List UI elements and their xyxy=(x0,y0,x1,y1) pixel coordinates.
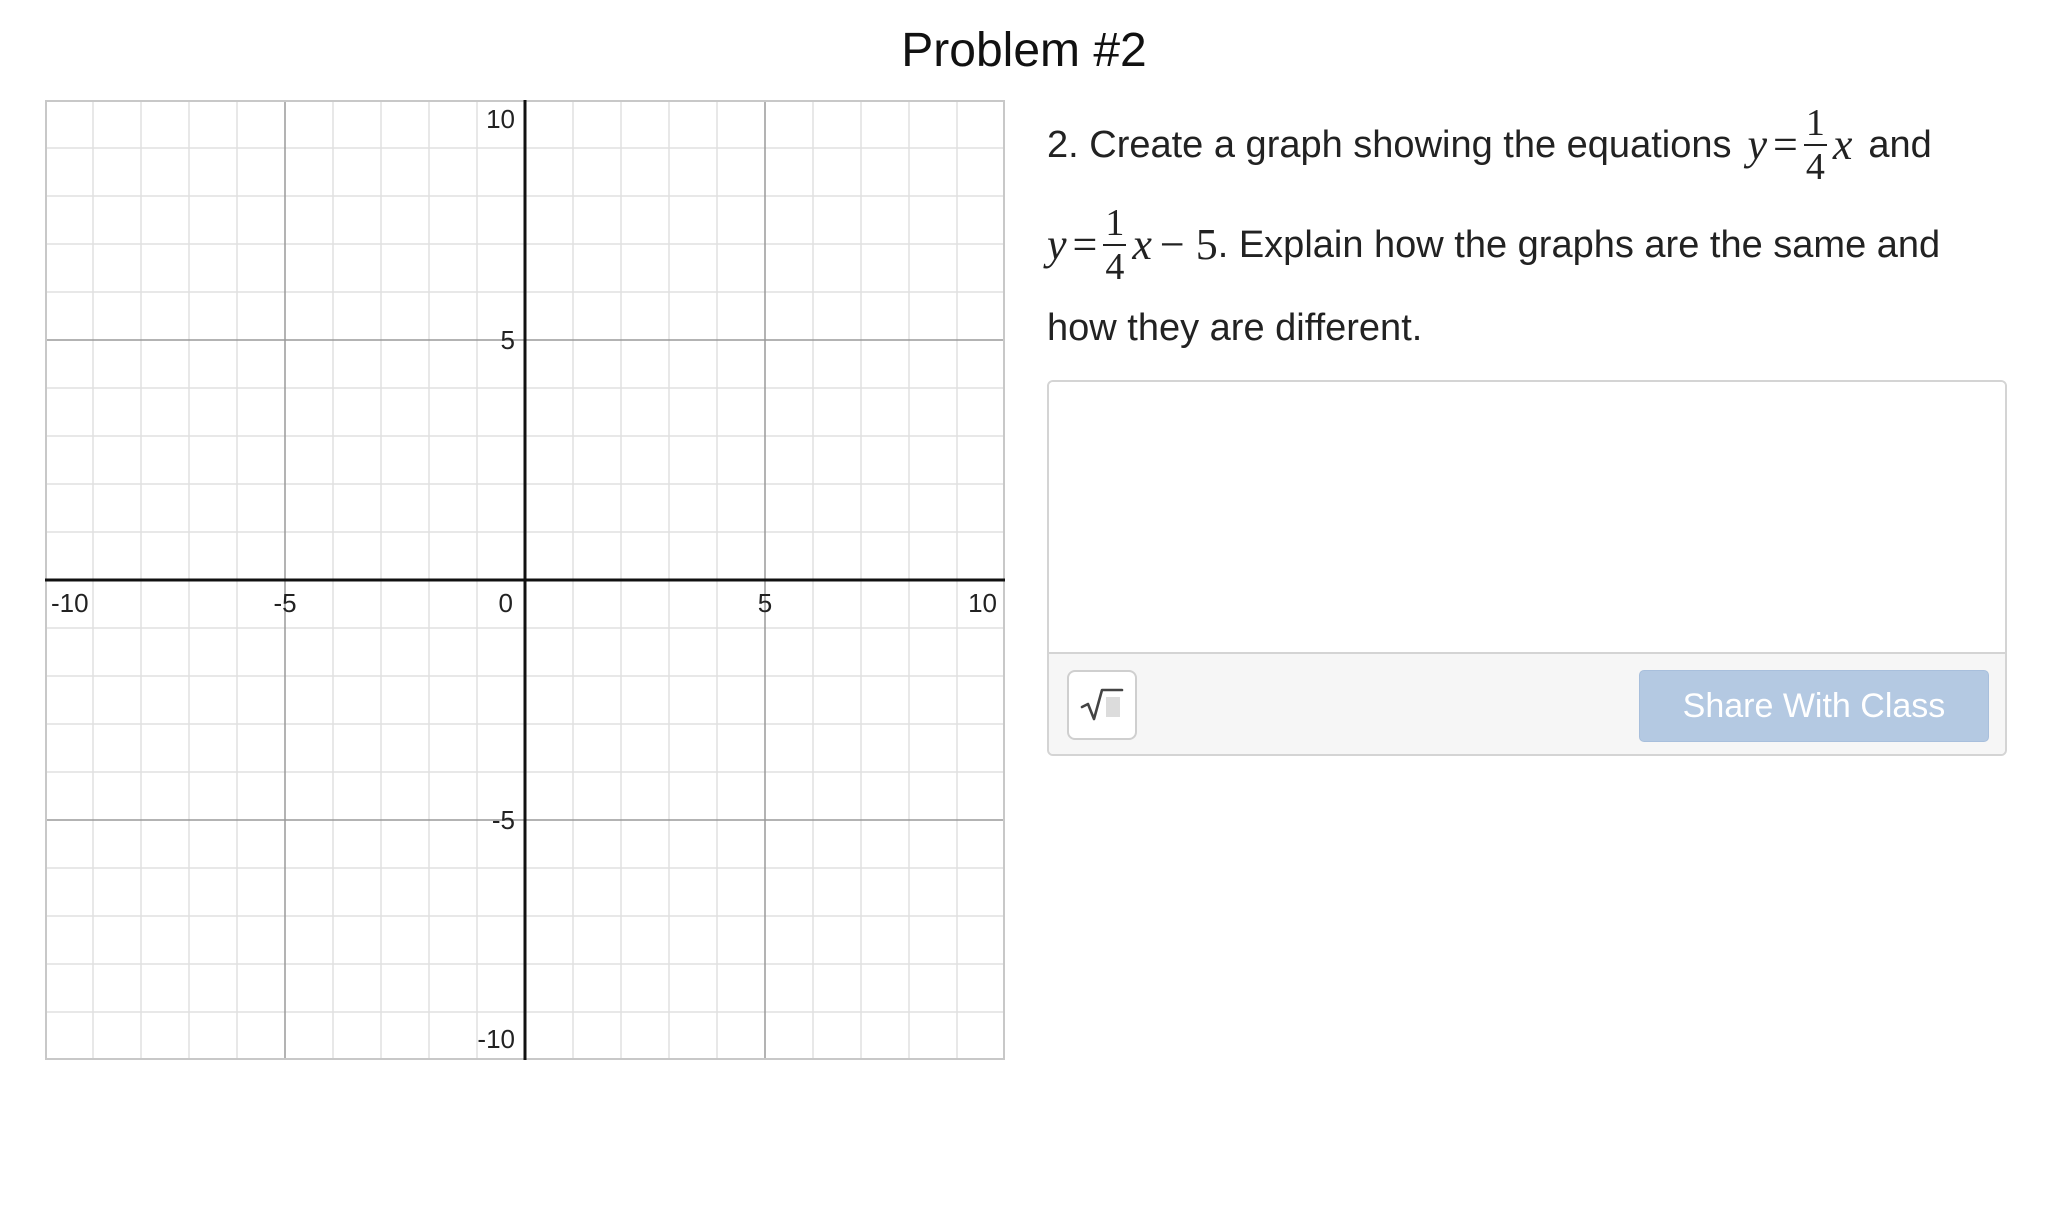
math-editor-button[interactable] xyxy=(1067,670,1137,740)
prompt-line-3-text: how they are different. xyxy=(1047,307,1423,349)
eq1-lhs: y xyxy=(1747,120,1767,169)
eq1-numerator: 1 xyxy=(1805,102,1825,144)
y-tick-label: -5 xyxy=(491,805,515,835)
y-tick-label: 10 xyxy=(486,104,515,134)
x-tick-label: 0 xyxy=(498,588,513,618)
grid-canvas[interactable] xyxy=(45,100,1005,1060)
x-tick-label: 5 xyxy=(757,588,773,618)
eq1-denominator: 4 xyxy=(1805,146,1825,188)
answer-toolbar xyxy=(1049,652,2005,756)
eq1-fraction xyxy=(1804,104,1827,186)
eq2-lhs: y xyxy=(1047,220,1067,269)
share-with-class-button[interactable]: Share With Class xyxy=(1639,670,1989,742)
eq2-tail: − 5 xyxy=(1159,220,1218,269)
eq2-fraction xyxy=(1103,204,1126,286)
eq2-numerator: 1 xyxy=(1105,202,1125,244)
y-tick-label: 5 xyxy=(500,325,515,355)
prompt-line-2-text: . Explain how the graphs are the same and xyxy=(1217,224,1941,266)
x-tick-label: -5 xyxy=(273,588,297,618)
prompt-line-3 xyxy=(1047,300,1422,356)
eq1-variable: x xyxy=(1832,120,1853,169)
prompt-intro: 2. Create a graph showing the equations xyxy=(1047,124,1732,166)
prompt-line-1 xyxy=(1047,100,1932,190)
answer-text-input[interactable] xyxy=(1049,382,2005,652)
coordinate-grid[interactable] xyxy=(45,100,1005,1060)
prompt-line-2 xyxy=(1047,200,1940,290)
eq2-variable: x xyxy=(1132,220,1152,269)
x-tick-label: -10 xyxy=(51,588,89,618)
page-title: Problem #2 xyxy=(901,24,1147,77)
eq2-equals: = xyxy=(1072,220,1098,269)
answer-box xyxy=(1047,380,2007,756)
eq2-denominator: 4 xyxy=(1105,246,1125,288)
y-tick-label: -10 xyxy=(477,1024,515,1054)
square-root-icon xyxy=(1080,687,1124,723)
prompt-and: and xyxy=(1868,124,1932,166)
eq1-equals: = xyxy=(1773,120,1798,169)
x-tick-label: 10 xyxy=(968,588,997,618)
